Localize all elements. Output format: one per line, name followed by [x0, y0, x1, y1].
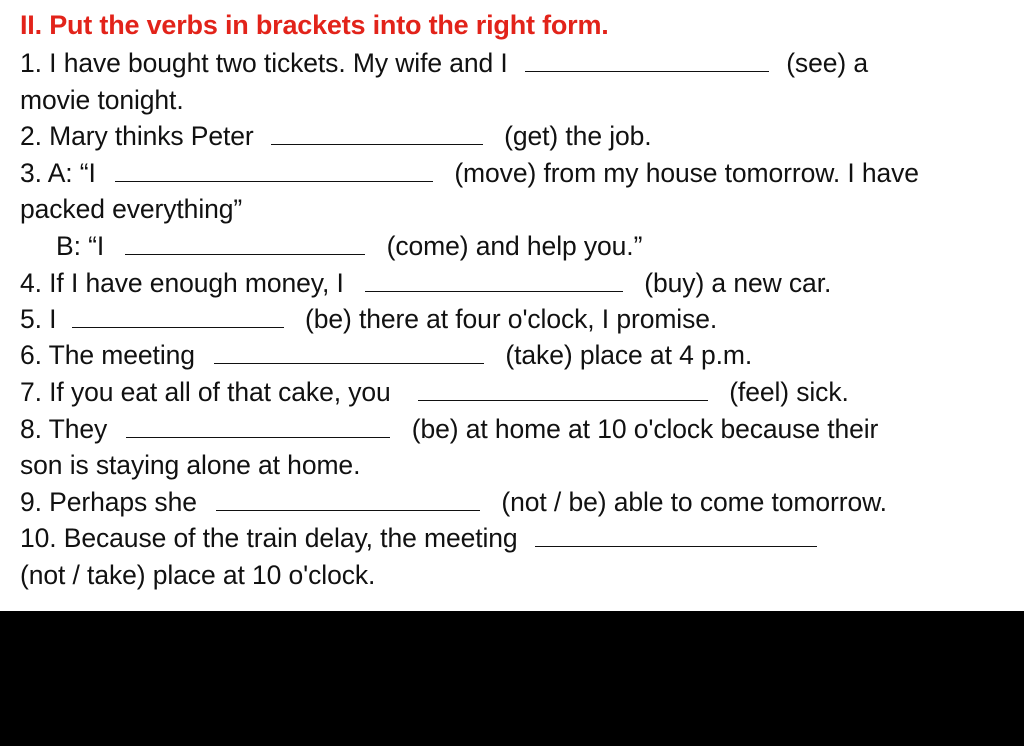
item-4-line [20, 267, 831, 299]
item-10-line-1 [20, 522, 817, 554]
item-10-line-2 [20, 559, 375, 591]
item-5-line [20, 303, 717, 335]
exercise-heading: II. Put the verbs in brackets into the right form. [20, 10, 609, 40]
item-4-text-end: (buy) a new car. [644, 268, 832, 298]
item-3-line-2 [20, 193, 242, 225]
item-5-text-end: (be) there at four o'clock, I promise. [304, 304, 718, 334]
item-3-text-start: 3. A: “I [20, 158, 96, 188]
item-3-reply-start: B: “I [56, 231, 105, 261]
item-8-continuation: son is staying alone at home. [20, 450, 361, 480]
item-1-line-1 [20, 47, 868, 79]
item-8-text-start: 8. They [20, 414, 108, 444]
item-8-line-2 [20, 449, 360, 481]
item-6-text-start: 6. The meeting [20, 340, 195, 370]
item-7-line [20, 376, 849, 408]
item-5-blank[interactable] [72, 303, 284, 328]
item-7-blank[interactable] [418, 376, 708, 401]
item-10-text-start: 10. Because of the train delay, the meeting [20, 523, 518, 553]
item-7-text-end: (feel) sick. [729, 377, 849, 407]
item-3-line-3 [56, 230, 642, 262]
item-9-blank[interactable] [216, 486, 480, 511]
item-2-text-end: (get) the job. [504, 121, 652, 151]
item-5-text-start: 5. I [20, 304, 57, 334]
item-2-blank[interactable] [271, 120, 483, 145]
item-6-blank[interactable] [214, 339, 484, 364]
black-bottom-band [0, 611, 1024, 746]
item-4-text-start: 4. If I have enough money, I [20, 268, 344, 298]
item-9-text-end: (not / be) able to come tomorrow. [501, 487, 887, 517]
item-3-text-end: (move) from my house tomorrow. I have [454, 158, 919, 188]
item-1-text-start: 1. I have bought two tickets. My wife and I [20, 48, 508, 78]
item-8-blank[interactable] [126, 413, 390, 438]
item-9-text-start: 9. Perhaps she [20, 487, 197, 517]
item-1-blank[interactable] [525, 47, 769, 72]
item-1-line-2 [20, 84, 184, 116]
item-4-blank[interactable] [365, 267, 623, 292]
item-10-continuation: (not / take) place at 10 o'clock. [20, 560, 376, 590]
item-8-text-end: (be) at home at 10 o'clock because their [411, 414, 879, 444]
item-6-text-end: (take) place at 4 p.m. [505, 340, 753, 370]
item-10-blank[interactable] [535, 522, 817, 547]
item-3-reply-end: (come) and help you.” [386, 231, 643, 261]
item-3-blank-b[interactable] [125, 230, 365, 255]
item-1-text-end: (see) a [786, 48, 868, 78]
item-9-line [20, 486, 887, 518]
item-3-blank-a[interactable] [115, 157, 433, 182]
item-7-text-start: 7. If you eat all of that cake, you [20, 377, 391, 407]
item-2-line [20, 120, 652, 152]
item-6-line [20, 339, 752, 371]
item-2-text-start: 2. Mary thinks Peter [20, 121, 254, 151]
item-3-continuation: packed everything” [20, 194, 243, 224]
item-8-line-1 [20, 413, 878, 445]
item-3-line-1 [20, 157, 919, 189]
item-1-continuation: movie tonight. [20, 85, 184, 115]
